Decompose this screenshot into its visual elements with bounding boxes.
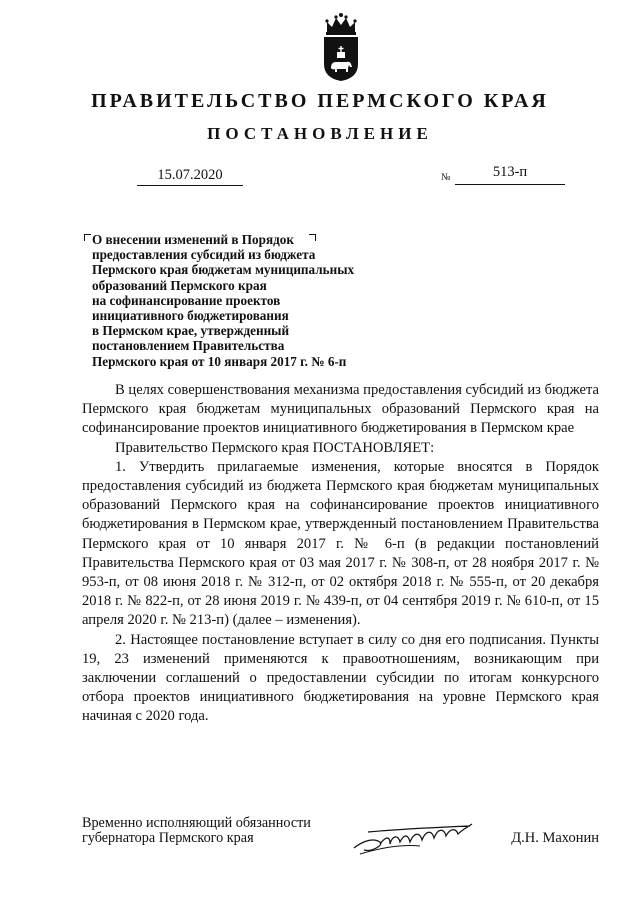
organization-title: ПРАВИТЕЛЬСТВО ПЕРМСКОГО КРАЯ xyxy=(91,90,549,112)
document-date: 15.07.2020 xyxy=(137,165,243,186)
subject-line: О внесении изменений в Порядок xyxy=(92,232,294,247)
subject-line: предоставления субсидий из бюджета xyxy=(92,247,316,263)
preamble-paragraph: В целях совершенствования механизма предоставления субсидий из бюджета Пермского края бюджетам муниципальных образований Пермского края на софинансирование проектов инициативного бюджетирования в Пермском крае xyxy=(82,382,599,437)
document-type: ПОСТАНОВЛЕНИЕ xyxy=(207,124,433,143)
subject-line: в Пермском крае, утвержденный xyxy=(92,323,290,339)
document-body xyxy=(82,381,599,727)
handwritten-signature-icon xyxy=(350,818,478,858)
clause-2-paragraph: 2. Настоящее постановление вступает в силу со дня его подписания. Пункты 19, 23 изменений применяются к правоотношениям, возникающим при заключении соглашений о предоставлении субсидии по итогам конкурсного отбора проектов инициативного бюджетирования на уровне Пермского края начиная с 2020 года. xyxy=(82,631,599,725)
subject-line: постановлением Правительства xyxy=(92,338,285,354)
resolves-paragraph: Правительство Пермского края ПОСТАНОВЛЯЕТ: xyxy=(115,439,435,456)
clause-1-paragraph: 1. Утвердить прилагаемые изменения, которые вносятся в Порядок предоставления субсидий из бюджета Пермского края бюджетам муниципальных образований Пермского края на софинансирование проектов инициативного бюджетирования в Пермском крае, утвержденный постановлением Правительства Пермского края от 10 января 2017 г. № 6-п (в редакции постановлений Правительства Пермского края от 03 мая 2017 г. № 308-п, от 28 ноября 2017 г. № 953-п, от 08 июня 2018 г. № 312-п, от 02 октября 2018 г. № 555-п, от 20 декабря 2018 г. № 822-п, от 28 июня 2019 г. № 439-п, от 04 сентября 2019 г. № 610-п, от 15 апреля 2020 г. № 213-п) (далее – изменения). xyxy=(82,458,599,629)
signatory-name: Д.Н. Махонин xyxy=(511,830,599,846)
signatory-title-line: Временно исполняющий обязанности xyxy=(82,815,311,831)
subject-line: Пермского края от 10 января 2017 г. № 6-п xyxy=(92,353,347,369)
signatory-title-line: губернатора Пермского края xyxy=(82,829,254,846)
subject-line: образований Пермского края xyxy=(92,277,267,293)
subject-line: инициативного бюджетирования xyxy=(92,308,289,324)
document-subject xyxy=(92,232,412,369)
subject-line: Пермского края бюджетам муниципальных xyxy=(92,262,355,278)
signatory-title xyxy=(82,816,311,845)
number-sign: № xyxy=(441,172,451,183)
coat-of-arms-icon xyxy=(321,12,361,82)
document-number: 513-п xyxy=(455,162,565,185)
subject-line: на софинансирование проектов xyxy=(92,292,281,308)
subject-corner-mark-left xyxy=(84,234,91,241)
